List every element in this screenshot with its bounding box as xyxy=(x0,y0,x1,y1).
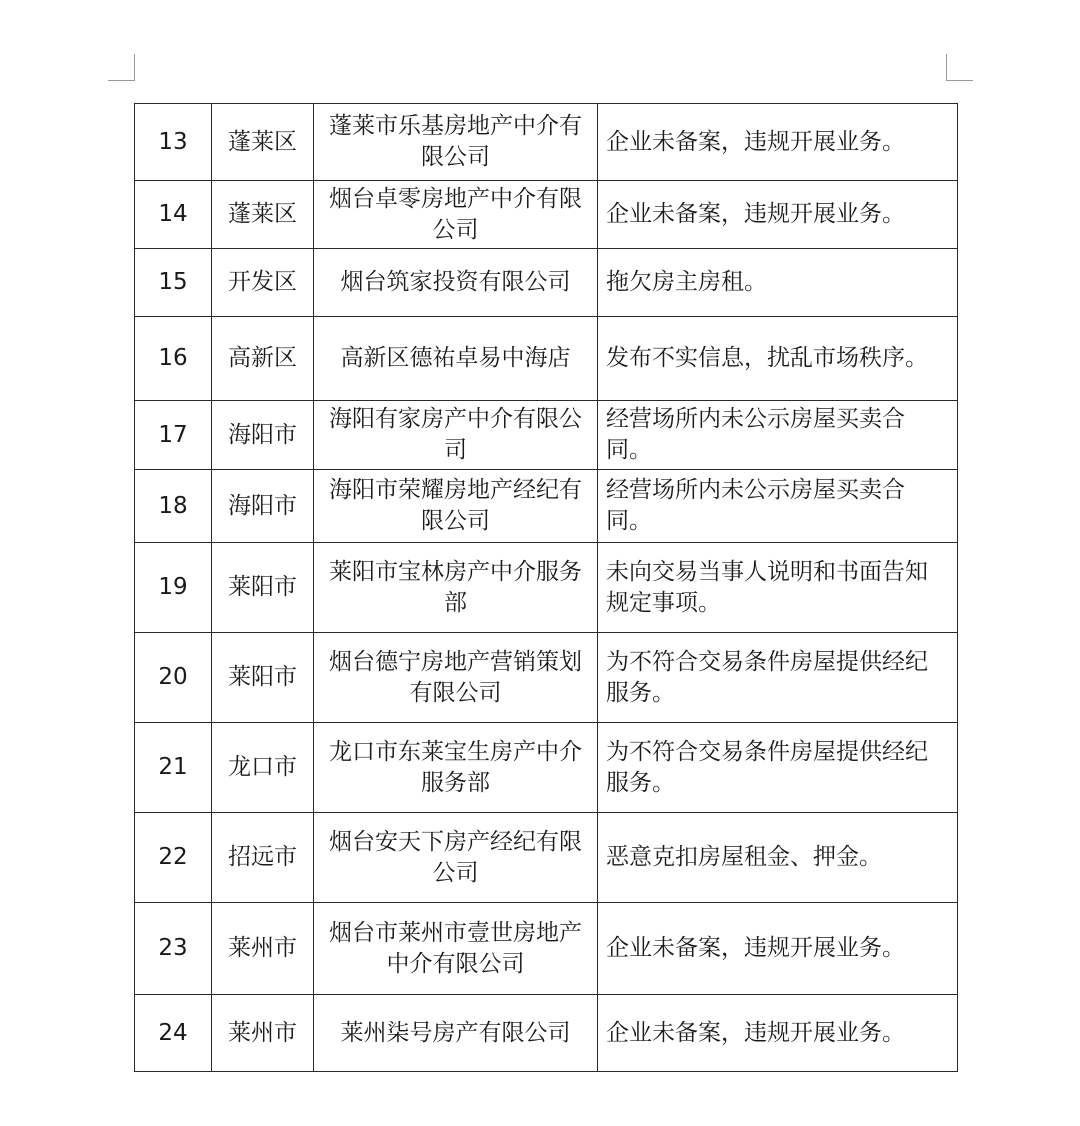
table-row xyxy=(135,813,958,903)
company-name-cell: 烟台卓零房地产中介有限公司 xyxy=(314,181,598,249)
district-cell: 莱阳市 xyxy=(212,633,314,723)
row-number: 18 xyxy=(135,470,212,543)
violation-reason-cell: 为不符合交易条件房屋提供经纪服务。 xyxy=(598,723,958,813)
table-row xyxy=(135,104,958,181)
table-row xyxy=(135,633,958,723)
violation-record-table xyxy=(134,103,958,1072)
district-cell: 开发区 xyxy=(212,249,314,317)
violation-reason-cell: 发布不实信息，扰乱市场秩序。 xyxy=(598,317,958,401)
district-cell: 莱阳市 xyxy=(212,543,314,633)
company-name-cell: 蓬莱市乐基房地产中介有限公司 xyxy=(314,104,598,181)
table-row xyxy=(135,401,958,470)
table-row xyxy=(135,249,958,317)
company-name-cell: 烟台安天下房产经纪有限公司 xyxy=(314,813,598,903)
row-number: 22 xyxy=(135,813,212,903)
row-number: 23 xyxy=(135,903,212,995)
district-cell: 龙口市 xyxy=(212,723,314,813)
row-number: 21 xyxy=(135,723,212,813)
table-row xyxy=(135,903,958,995)
violation-reason-cell: 经营场所内未公示房屋买卖合同。 xyxy=(598,401,958,470)
district-cell: 蓬莱区 xyxy=(212,104,314,181)
company-name-cell: 莱阳市宝林房产中介服务部 xyxy=(314,543,598,633)
table-row xyxy=(135,181,958,249)
table-row xyxy=(135,317,958,401)
company-name-cell: 海阳有家房产中介有限公司 xyxy=(314,401,598,470)
violation-reason-cell: 为不符合交易条件房屋提供经纪服务。 xyxy=(598,633,958,723)
company-name-cell: 龙口市东莱宝生房产中介服务部 xyxy=(314,723,598,813)
table-row xyxy=(135,995,958,1072)
district-cell: 海阳市 xyxy=(212,401,314,470)
row-number: 19 xyxy=(135,543,212,633)
district-cell: 莱州市 xyxy=(212,903,314,995)
company-name-cell: 烟台筑家投资有限公司 xyxy=(314,249,598,317)
row-number: 20 xyxy=(135,633,212,723)
violation-reason-cell: 未向交易当事人说明和书面告知规定事项。 xyxy=(598,543,958,633)
district-cell: 高新区 xyxy=(212,317,314,401)
row-number: 13 xyxy=(135,104,212,181)
row-number: 17 xyxy=(135,401,212,470)
company-name-cell: 海阳市荣耀房地产经纪有限公司 xyxy=(314,470,598,543)
violation-reason-cell: 企业未备案，违规开展业务。 xyxy=(598,104,958,181)
violation-reason-cell: 企业未备案，违规开展业务。 xyxy=(598,903,958,995)
violation-reason-cell: 企业未备案，违规开展业务。 xyxy=(598,181,958,249)
company-name-cell: 高新区德祐卓易中海店 xyxy=(314,317,598,401)
district-cell: 海阳市 xyxy=(212,470,314,543)
company-name-cell: 莱州柒号房产有限公司 xyxy=(314,995,598,1072)
table-row xyxy=(135,723,958,813)
district-cell: 招远市 xyxy=(212,813,314,903)
row-number: 15 xyxy=(135,249,212,317)
company-name-cell: 烟台市莱州市壹世房地产中介有限公司 xyxy=(314,903,598,995)
violation-reason-cell: 经营场所内未公示房屋买卖合同。 xyxy=(598,470,958,543)
violation-reason-cell: 恶意克扣房屋租金、押金。 xyxy=(598,813,958,903)
row-number: 24 xyxy=(135,995,212,1072)
table-row xyxy=(135,470,958,543)
district-cell: 莱州市 xyxy=(212,995,314,1072)
page-corner-mark-right xyxy=(946,54,973,81)
company-name-cell: 烟台德宁房地产营销策划有限公司 xyxy=(314,633,598,723)
row-number: 16 xyxy=(135,317,212,401)
district-cell: 蓬莱区 xyxy=(212,181,314,249)
violation-reason-cell: 企业未备案，违规开展业务。 xyxy=(598,995,958,1072)
table-row xyxy=(135,543,958,633)
violation-reason-cell: 拖欠房主房租。 xyxy=(598,249,958,317)
row-number: 14 xyxy=(135,181,212,249)
page-corner-mark-left xyxy=(108,54,135,81)
